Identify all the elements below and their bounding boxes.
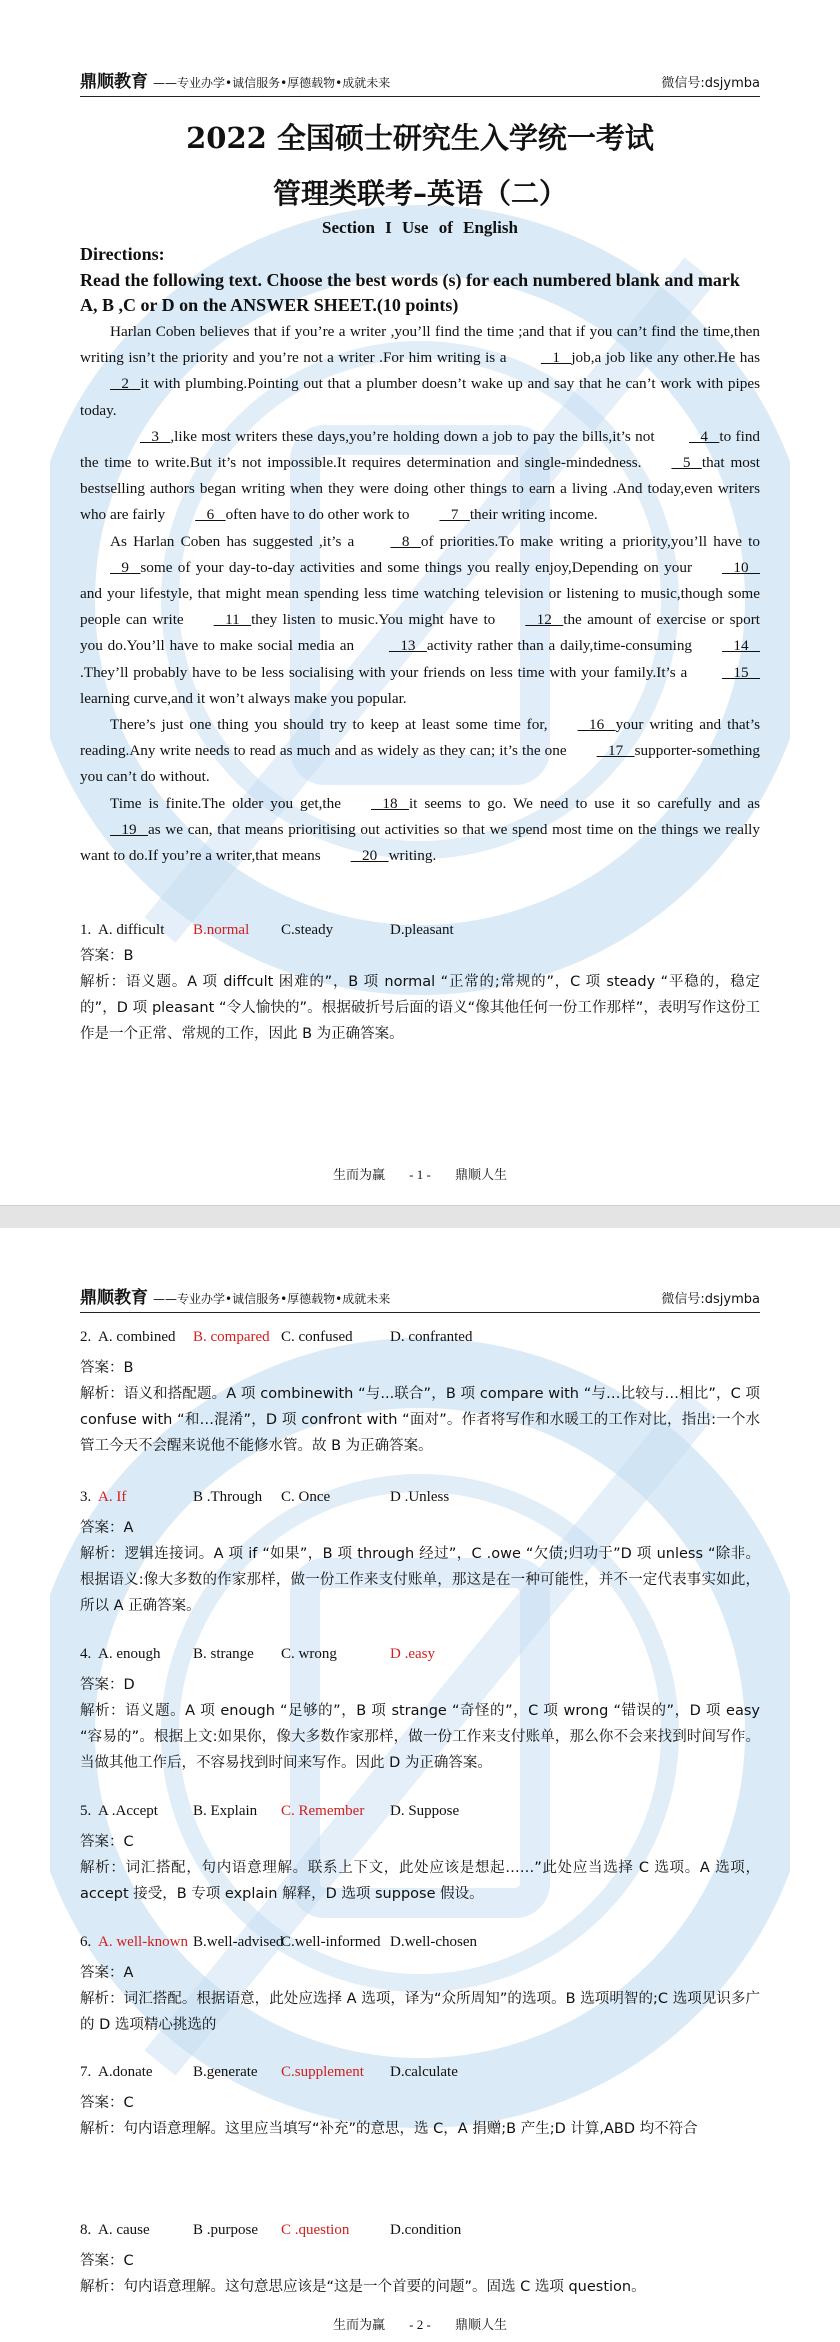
passage-text: activity rather than a daily,time-consuming	[426, 637, 693, 655]
answer-option: C. Once	[281, 1489, 331, 1505]
passage-text: ,like most writers these days,you’re holding down a job to pay the bills,it’s not	[170, 427, 659, 445]
numbered-blank: 11	[213, 611, 252, 629]
passage-text: and your lifestyle, that might mean spending less time watching television or listening to music,though some people can write	[80, 585, 760, 629]
cloze-passage	[80, 319, 760, 869]
question-block	[80, 1329, 760, 1459]
answer-option: A. difficult	[98, 922, 165, 938]
brand-slogan: ——专业办学•诚信服务•厚德载物•成就未来	[153, 1292, 391, 1306]
section-title: Section I Use of English	[322, 218, 518, 237]
question-options	[80, 917, 760, 943]
correct-option: B.normal	[193, 922, 250, 938]
directions-text: Read the following text. Choose the best words (s) for each numbered blank and mark A, B ,C or D on the ANSWER SHEET.(10 points)	[80, 270, 740, 315]
question-block	[80, 917, 760, 1047]
correct-option: A. If	[98, 1489, 127, 1505]
answer-option: A.donate	[98, 2064, 153, 2080]
correct-option: C.supplement	[281, 2064, 364, 2080]
answer-option: D.pleasant	[390, 922, 454, 938]
footer-slogan-left: 生而为赢	[333, 2318, 386, 2333]
question-options	[80, 1803, 760, 1829]
question-number: 8.	[80, 2222, 92, 2238]
numbered-blank: 12	[525, 611, 564, 629]
answer-analysis: 解析：句内语意理解。这句意思应该是“这是一个首要的问题”。固选 C 选项 question。	[80, 2279, 646, 2295]
answer-analysis: 解析：语义题。A 项 diffcult 困难的”，B 项 normal “正常的;常规的”，C 项 steady “平稳的，稳定的”，D 项 pleasant “令人愉快的”。根据破折号后面的语义“像其他任何一份工作那样”，表明写作这份工作是一个正常、常规的工作，因此 B 为正确答案。	[80, 974, 760, 1042]
answer-analysis: 解析：语义和搭配题。A 项 combinewith “与...联合”，B 项 compare with “与…比较与…相比”，C 项 confuse with “和…混淆”，D 项 confront with “面对”。作者将写作和水暖工的工作对比，指出:一个水管工今天不会醒来说他不能修水管。故 B 为正确答案。	[80, 1386, 760, 1454]
answer-analysis: 解析：句内语意理解。这里应当填写“补充”的意思，选 C，A 捐赠;B 产生;D 计算,ABD 均不符合	[80, 2121, 698, 2137]
numbered-blank: 13	[388, 637, 427, 655]
exam-subtitle: 管理类联考–英语（二）	[272, 177, 567, 210]
question-options	[80, 1646, 760, 1672]
question-number: 5.	[80, 1803, 92, 1819]
question-block	[80, 1803, 760, 1907]
answer-option: D.well-chosen	[390, 1934, 478, 1950]
numbered-blank: 17	[596, 742, 635, 760]
answer-key: 答案：C	[80, 2095, 134, 2111]
page-footer	[0, 1164, 840, 1183]
numbered-blank: 2	[110, 375, 141, 393]
page-header	[80, 1282, 760, 1313]
question-block	[80, 1646, 760, 1776]
answer-option: D.condition	[390, 2222, 462, 2238]
correct-option: C .question	[281, 2222, 350, 2238]
answer-key: 答案：D	[80, 1677, 135, 1693]
page-separator	[0, 1205, 840, 1230]
answer-key: 答案：B	[80, 948, 134, 964]
answer-key: 答案：C	[80, 2253, 134, 2269]
answer-analysis: 解析：词汇搭配。根据语意，此处应选择 A 选项，译为“众所周知”的选项。B 选项明智的;C 选项见识多广的 D 选项精心挑选的	[80, 1991, 760, 2033]
passage-text: they listen to music.You might have to	[251, 611, 496, 629]
answer-key: 答案：A	[80, 1965, 134, 1981]
passage-text: the amount of exercise or sport you do.You’ll have to make social media an	[80, 611, 761, 655]
wechat-id: 微信号:dsjymba	[661, 76, 760, 91]
passage-paragraph	[80, 712, 760, 791]
wechat-id: 微信号:dsjymba	[661, 1292, 760, 1307]
passage-text: as we can, that means prioritising out activities so that we spend most time on the things we really want to do.If you’re a writer,that means	[80, 820, 760, 865]
footer-slogan-right: 鼎顺人生	[454, 1168, 507, 1183]
question-number: 2.	[80, 1329, 92, 1345]
answer-option: A. enough	[98, 1646, 161, 1662]
passage-text: to find the time to write.But it’s not impossible.It requires determination and single-mindedness.	[80, 427, 760, 472]
brand-name: 鼎顺教育	[80, 1288, 148, 1308]
question-block	[80, 2222, 760, 2300]
correct-option: B. compared	[193, 1329, 270, 1345]
exam-title: 2022 全国硕士研究生入学统一考试	[186, 121, 654, 155]
numbered-blank: 4	[688, 427, 720, 445]
answer-key: 答案：C	[80, 1834, 134, 1850]
answer-option: B .Through	[193, 1489, 263, 1505]
answer-option: A .Accept	[98, 1803, 158, 1819]
passage-text: Harlan Coben believes that if you’re a writer ,you’ll find the time ;and that if you can’t find the time,then writing isn’t the priority and you’re not a writer .For him writing is a	[80, 323, 760, 367]
page-number: - 1 -	[409, 1167, 431, 1182]
passage-text: .They’ll probably have to be less socialising with your friends on less time with your family.It’s a	[80, 663, 693, 681]
passage-text: it with plumbing.Pointing out that a plumber doesn’t wake up and say that he can’t work with pipes today.	[80, 375, 760, 419]
footer-slogan-left: 生而为赢	[333, 1168, 386, 1183]
question-number: 3.	[80, 1489, 92, 1505]
passage-text: your writing and that’s reading.Any write needs to read as much and as widely as they can; it’s the one	[80, 716, 761, 760]
answer-option: C.well-informed	[281, 1934, 381, 1950]
page-footer	[0, 2314, 840, 2333]
passage-text: writing.	[388, 847, 437, 865]
passage-paragraph	[80, 791, 760, 870]
question-number: 1.	[80, 922, 92, 938]
question-options	[80, 1934, 760, 1960]
question-block	[80, 2064, 760, 2142]
question-number: 4.	[80, 1646, 92, 1662]
brand-name: 鼎顺教育	[80, 72, 148, 92]
answer-analysis: 解析：逻辑连接词。A 项 if “如果”，B 项 through 经过”，C .owe “欠债;归功于”D 项 unless “除非。根据语义:像大多数的作家那样，做一份工作来支付账单，那这是在一种可能性，并不一定代表事实如此，所以 A 正确答案。	[80, 1546, 760, 1614]
answer-key: 答案：A	[80, 1520, 134, 1536]
correct-option: D .easy	[390, 1646, 435, 1662]
passage-text: Time is finite.The older you get,the	[110, 794, 341, 812]
answer-option: D. confranted	[390, 1329, 473, 1345]
footer-slogan-right: 鼎顺人生	[454, 2318, 507, 2333]
correct-option: A. well-known	[98, 1934, 188, 1950]
passage-text: There’s just one thing you should try to keep at least some time for,	[110, 716, 548, 734]
question-block	[80, 1489, 760, 1619]
question-options	[80, 1489, 760, 1515]
answer-option: B .purpose	[193, 2222, 258, 2238]
page-header	[80, 66, 760, 97]
numbered-blank: 1	[540, 349, 572, 367]
question-number: 7.	[80, 2064, 92, 2080]
correct-option: C. Remember	[281, 1803, 365, 1819]
answer-option: B. Explain	[193, 1803, 258, 1819]
passage-paragraph	[80, 424, 760, 529]
question-number: 6.	[80, 1934, 92, 1950]
directions-heading: Directions:	[80, 244, 165, 264]
answer-option: C. wrong	[281, 1646, 337, 1662]
answer-option: C.steady	[281, 922, 334, 938]
brand-slogan: ——专业办学•诚信服务•厚德载物•成就未来	[153, 76, 391, 90]
passage-text: that most bestselling authors began writing when they were doing other things to earn a living .And today,even writers who are fairly	[80, 454, 760, 524]
numbered-blank: 10	[722, 558, 760, 576]
passage-text: some of your day-to-day activities and some things you really enjoy,Depending on your	[140, 558, 693, 576]
numbered-blank: 3	[140, 427, 171, 445]
passage-text: As Harlan Coben has suggested ,it’s a	[110, 532, 361, 550]
answer-option: C. confused	[281, 1329, 353, 1345]
numbered-blank: 7	[439, 506, 470, 524]
passage-text: it seems to go. We need to use it so carefully and as	[408, 794, 761, 812]
question-options	[80, 2222, 760, 2248]
question-block	[80, 1934, 760, 2038]
question-options	[80, 2064, 760, 2090]
numbered-blank: 8	[390, 532, 421, 550]
page-2	[0, 1228, 840, 2342]
numbered-blank: 20	[350, 847, 389, 865]
answer-analysis: 解析：词汇搭配，句内语意理解。联系上下文，此处应该是想起……”此处应当选择 C 选项。A 选项，accept 接受，B 专项 explain 解释，D 选项 suppose 假设。	[80, 1860, 760, 1902]
answer-option: A. combined	[98, 1329, 176, 1345]
passage-paragraph	[80, 319, 760, 424]
passage-text: job,a job like any other.He has	[571, 349, 760, 367]
numbered-blank: 18	[370, 794, 409, 812]
numbered-blank: 14	[722, 637, 760, 655]
answer-option: D. Suppose	[390, 1803, 460, 1819]
numbered-blank: 19	[110, 820, 148, 838]
passage-text: of priorities.To make writing a priority,you’ll have to	[420, 532, 760, 550]
answer-option: D.calculate	[390, 2064, 458, 2080]
passage-paragraph	[80, 529, 760, 712]
numbered-blank: 6	[195, 506, 226, 524]
numbered-blank: 5	[671, 454, 702, 472]
answer-analysis: 解析：语义题。A 项 enough “足够的”，B 项 strange “奇怪的”，C 项 wrong “错误的”，D 项 easy “容易的”。根据上文:如果你，像大多数作家那样，做一份工作来支付账单，那么你不会来找到时间写作。当做其他工作后，不容易找到时间来写作。因此 D 为正确答案。	[80, 1703, 760, 1771]
passage-text: supporter-something you can’t do without.	[80, 742, 760, 786]
passage-text: their writing income.	[469, 506, 598, 524]
answer-option: B. strange	[193, 1646, 254, 1662]
answer-option: B.well-advised	[193, 1934, 284, 1950]
numbered-blank: 15	[722, 663, 760, 681]
numbered-blank: 16	[577, 716, 616, 734]
passage-text: learning curve,and it won’t always make you popular.	[80, 689, 407, 707]
numbered-blank: 9	[110, 558, 141, 576]
answer-option: D .Unless	[390, 1489, 450, 1505]
answer-option: B.generate	[193, 2064, 258, 2080]
passage-text: often have to do other work to	[225, 506, 410, 524]
answer-key: 答案：B	[80, 1360, 134, 1376]
question-options	[80, 1329, 760, 1355]
answer-option: A. cause	[98, 2222, 150, 2238]
page-number: - 2 -	[409, 2317, 431, 2332]
